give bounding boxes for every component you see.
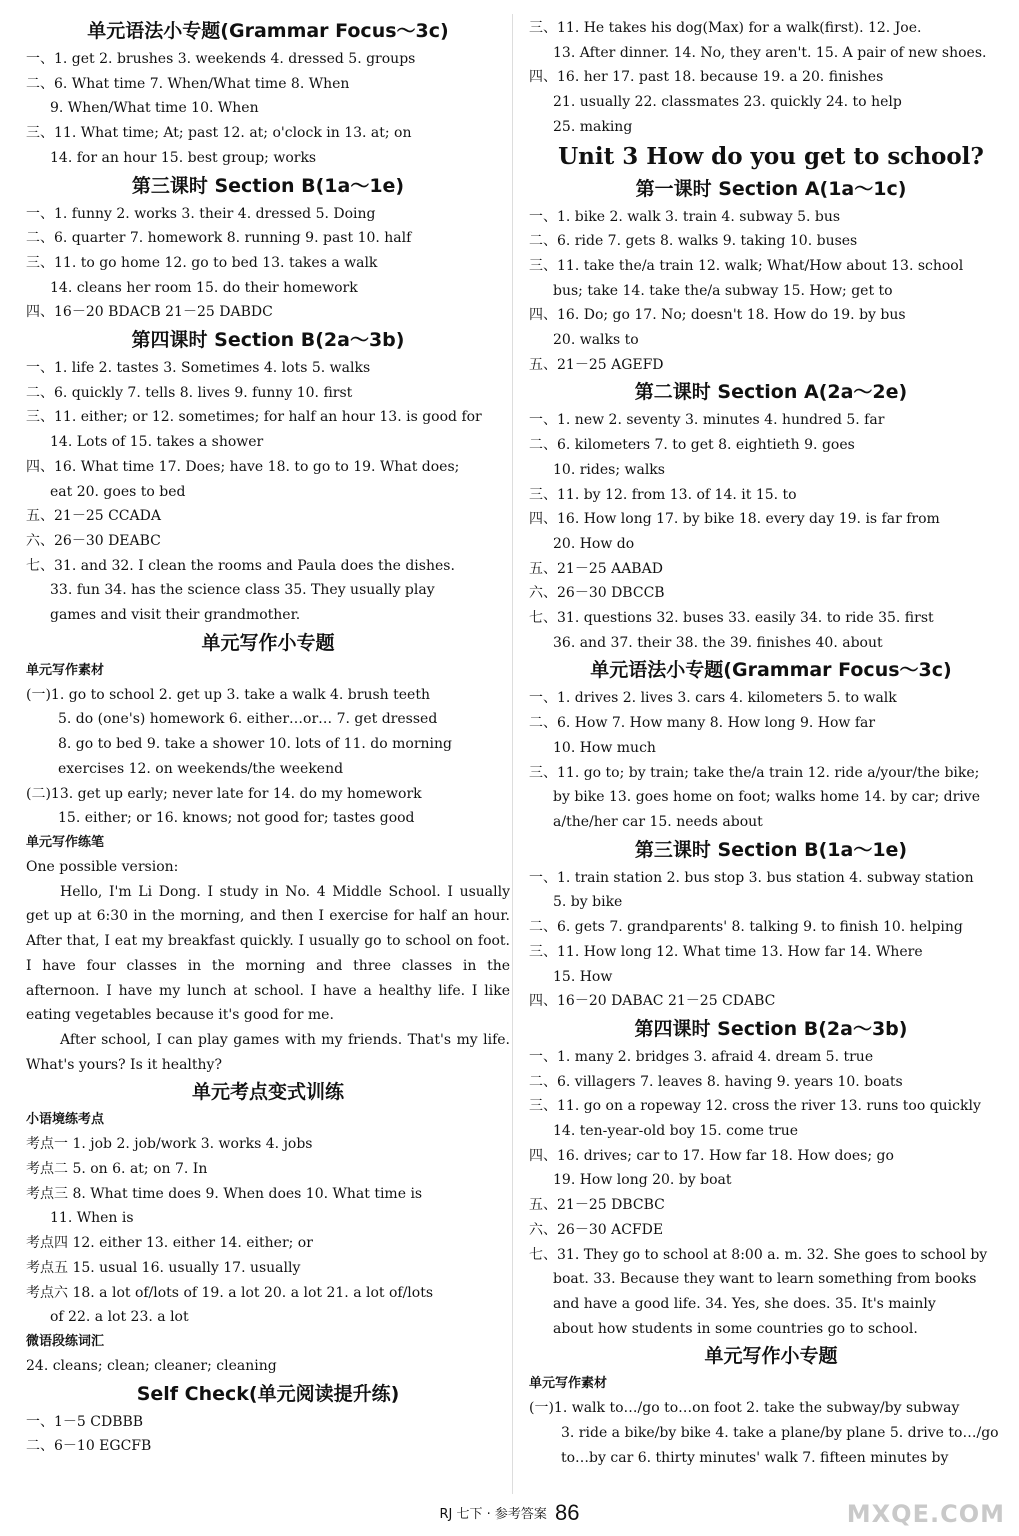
answer-line: 20. How do <box>553 535 635 552</box>
section-heading: 单元语法小专题(Grammar Focus～3c) <box>590 659 952 682</box>
answer-line: 20. walks to <box>553 332 639 349</box>
answer-line: 一、1－5 CDBBB <box>26 1413 144 1430</box>
answer-line: 四、16－20 BDACB 21－25 DABDC <box>26 304 273 321</box>
answer-line: 七、31. They go to school at 8:00 a. m. 32. She goes to school by <box>529 1246 988 1263</box>
essay-paragraph: Hello, I'm Li Dong. I study in No. 4 Middle School. I usually get up at 6:30 in the morning, and then I exercise for half an hour. After that, I eat my breakfast quickly. I usually go to school on foot. I have four classes in the morning and three classes in the afternoon. I have my lunch at school. I have a healthy life. I like eating vegetables because it's good for me. <box>26 883 510 1024</box>
answer-line: (一)1. go to school 2. get up 3. take a walk 4. brush teeth <box>26 686 430 703</box>
answer-line: 考点一 1. job 2. job/work 3. works 4. jobs <box>26 1136 313 1153</box>
answer-line: 一、1. many 2. bridges 3. afraid 4. dream 5. true <box>529 1048 874 1065</box>
answer-line: and have a good life. 34. Yes, she does. 35. It's mainly <box>553 1295 936 1312</box>
answer-line: 二、6. How 7. How many 8. How long 9. How far <box>529 715 876 732</box>
answer-line: 三、11. He takes his dog(Max) for a walk(first). 12. Joe. <box>529 20 922 36</box>
answer-line: to…by car 6. thirty minutes' walk 7. fifteen minutes by <box>561 1449 949 1466</box>
answer-line: bus; take 14. take the/a subway 15. How; get to <box>553 282 893 299</box>
answer-line: 三、11. by 12. from 13. of 14. it 15. to <box>529 486 797 503</box>
answer-line: 二、6. ride 7. gets 8. walks 9. taking 10. buses <box>529 233 858 250</box>
sub-heading: 单元写作练笔 <box>26 834 105 850</box>
essay-paragraph: After school, I can play games with my friends. That's my life. What's yours? Is it healthy? <box>26 1031 510 1073</box>
unit-title: Unit 3 How do you get to school? <box>558 142 984 170</box>
answer-line: 考点四 12. either 13. either 14. either; or <box>26 1235 313 1252</box>
answer-line: 24. cleans; clean; cleaner; cleaning <box>26 1357 277 1374</box>
answer-line: (二)13. get up early; never late for 14. do my homework <box>26 785 422 802</box>
answer-line: One possible version: <box>26 858 179 875</box>
answer-line: 五、21－25 DBCBC <box>529 1197 665 1214</box>
answer-line: 13. After dinner. 14. No, they aren't. 15. A pair of new shoes. <box>553 44 987 61</box>
section-heading: 第二课时 Section A(2a～2e) <box>634 381 908 404</box>
answer-line: 14. Lots of 15. takes a shower <box>50 434 264 451</box>
section-heading: 单元考点变式训练 <box>191 1081 344 1104</box>
answer-line: 二、6. villagers 7. leaves 8. having 9. years 10. boats <box>529 1073 903 1090</box>
answer-line: 六、26－30 DBCCB <box>529 585 665 602</box>
answer-line: 二、6. gets 7. grandparents' 8. talking 9. to finish 10. helping <box>529 919 963 936</box>
answer-line: 10. How much <box>553 739 656 756</box>
answer-line: 三、11. What time; At; past 12. at; o'clock in 13. at; on <box>26 125 412 142</box>
answer-line: 36. and 37. their 38. the 39. finishes 40. about <box>553 634 883 651</box>
answer-line: 五、21－25 CCADA <box>26 508 161 525</box>
answer-line: 14. cleans her room 15. do their homework <box>50 279 358 296</box>
answer-line: 四、16. What time 17. Does; have 18. to go to 19. What does; <box>26 458 460 475</box>
answer-line: 一、1. new 2. seventy 3. minutes 4. hundred 5. far <box>529 412 885 429</box>
answer-line: exercises 12. on weekends/the weekend <box>58 760 344 777</box>
answer-line: 三、11. take the/a train 12. walk; What/How about 13. school <box>529 257 964 274</box>
answer-line: by bike 13. goes home on foot; walks home 14. by car; drive <box>553 789 980 806</box>
answer-line: boat. 33. Because they want to learn something from books <box>553 1271 977 1288</box>
answer-line: 一、1. train station 2. bus stop 3. bus station 4. subway station <box>529 869 974 886</box>
answer-line: 四、16. How long 17. by bike 18. every day 19. is far from <box>529 511 940 528</box>
answer-line: about how students in some countries go to school. <box>553 1320 918 1337</box>
answer-line: 六、26－30 ACFDE <box>529 1221 664 1238</box>
sub-heading: 单元写作素材 <box>26 662 105 678</box>
answer-line: 六、26－30 DEABC <box>26 532 161 549</box>
answer-line: 5. do (one's) homework 6. either…or… 7. get dressed <box>58 711 438 728</box>
answer-line: a/the/her car 15. needs about <box>553 813 763 830</box>
answer-line: 考点三 8. What time does 9. When does 10. What time is <box>26 1185 423 1202</box>
answer-line: 14. ten-year-old boy 15. come true <box>553 1123 799 1140</box>
section-heading: 第四课时 Section B(2a～3b) <box>131 329 405 352</box>
section-heading: 第一课时 Section A(1a～1c) <box>635 177 907 200</box>
answer-line: of 22. a lot 23. a lot <box>50 1309 189 1326</box>
section-heading: 第三课时 Section B(1a～1e) <box>634 838 908 861</box>
answer-line: 七、31. and 32. I clean the rooms and Paula does the dishes. <box>26 557 455 574</box>
answer-line: (一)1. walk to…/go to…on foot 2. take the subway/by subway <box>529 1400 960 1417</box>
answer-line: 一、1. get 2. brushes 3. weekends 4. dressed 5. groups <box>26 51 416 67</box>
answer-line: 考点五 15. usual 16. usually 17. usually <box>26 1259 301 1276</box>
answer-line: 五、21－25 AGEFD <box>529 356 664 373</box>
answer-line: 21. usually 22. classmates 23. quickly 24. to help <box>553 94 902 111</box>
section-heading: 单元写作小专题 <box>704 1345 838 1368</box>
answer-line: 10. rides; walks <box>553 461 665 478</box>
answer-line: 四、16. her 17. past 18. because 19. a 20. finishes <box>529 69 884 86</box>
answer-line: 二、6. quickly 7. tells 8. lives 9. funny 10. first <box>26 384 353 401</box>
answer-line: 考点六 18. a lot of/lots of 19. a lot 20. a lot 21. a lot of/lots <box>26 1284 434 1301</box>
footer-label: RJ 七下 · 参考答案 <box>439 1507 547 1522</box>
answer-line: games and visit their grandmother. <box>50 607 301 624</box>
answer-line: 三、11. either; or 12. sometimes; for half an hour 13. is good for <box>26 409 482 426</box>
answer-line: 三、11. go on a ropeway 12. cross the river 13. runs too quickly <box>529 1098 981 1115</box>
answer-line: 四、16. Do; go 17. No; doesn't 18. How do 19. by bus <box>529 307 906 324</box>
sub-heading: 小语境练考点 <box>26 1112 105 1128</box>
section-heading: 第四课时 Section B(2a～3b) <box>634 1017 908 1040</box>
answer-line: 一、1. life 2. tastes 3. Sometimes 4. lots 5. walks <box>26 360 371 377</box>
answer-line: 四、16－20 DABAC 21－25 CDABC <box>529 993 776 1010</box>
answer-line: 11. When is <box>50 1210 134 1227</box>
answer-line: 七、31. questions 32. buses 33. easily 34. to ride 35. first <box>529 610 934 627</box>
answer-line: 三、11. to go home 12. go to bed 13. takes a walk <box>26 254 378 271</box>
answer-line: 五、21－25 AABAD <box>529 560 663 577</box>
watermark-logo: MXQE.COM <box>846 1500 1005 1528</box>
answer-line: 一、1. funny 2. works 3. their 4. dressed 5. Doing <box>26 205 376 222</box>
answer-line: 一、1. bike 2. walk 3. train 4. subway 5. bus <box>529 208 841 225</box>
column-divider <box>512 14 513 1494</box>
section-heading: 单元写作小专题 <box>201 631 335 654</box>
answer-line: 15. either; or 16. knows; not good for; tastes good <box>58 810 415 827</box>
answer-line: eat 20. goes to bed <box>50 483 186 500</box>
section-heading: Self Check(单元阅读提升练) <box>136 1382 400 1405</box>
sub-heading: 单元写作素材 <box>529 1376 608 1392</box>
answer-line: 15. How <box>553 968 613 985</box>
sub-heading: 微语段练词汇 <box>26 1333 105 1349</box>
page-number: 86 <box>555 1500 580 1525</box>
answer-line: 二、6. What time 7. When/What time 8. When <box>26 75 350 92</box>
answer-line: 四、16. drives; car to 17. How far 18. How does; go <box>529 1147 894 1164</box>
answer-line: 8. go to bed 9. take a shower 10. lots of 11. do morning <box>58 736 453 753</box>
answer-line: 33. fun 34. has the science class 35. They usually play <box>50 582 435 599</box>
answer-line: 5. by bike <box>553 894 623 911</box>
answer-line: 三、11. How long 12. What time 13. How far 14. Where <box>529 943 923 960</box>
answer-line: 二、6－10 EGCFB <box>26 1438 152 1455</box>
left-column <box>26 16 510 1459</box>
answer-line: 19. How long 20. by boat <box>553 1172 732 1189</box>
section-heading: 第三课时 Section B(1a～1e) <box>131 174 405 197</box>
right-column <box>529 16 1013 1470</box>
answer-line: 25. making <box>553 118 633 135</box>
answer-line: 二、6. kilometers 7. to get 8. eightieth 9. goes <box>529 437 855 454</box>
section-heading: 单元语法小专题(Grammar Focus～3c) <box>87 20 449 42</box>
answer-line: 二、6. quarter 7. homework 8. running 9. past 10. half <box>26 230 412 247</box>
answer-line: 3. ride a bike/by bike 4. take a plane/by plane 5. drive to…/go <box>561 1425 999 1442</box>
answer-line: 14. for an hour 15. best group; works <box>50 149 317 166</box>
answer-line: 一、1. drives 2. lives 3. cars 4. kilometers 5. to walk <box>529 690 897 707</box>
answer-line: 考点二 5. on 6. at; on 7. In <box>26 1161 208 1178</box>
answer-line: 9. When/What time 10. When <box>50 100 259 117</box>
answer-line: 三、11. go to; by train; take the/a train 12. ride a/your/the bike; <box>529 764 980 781</box>
